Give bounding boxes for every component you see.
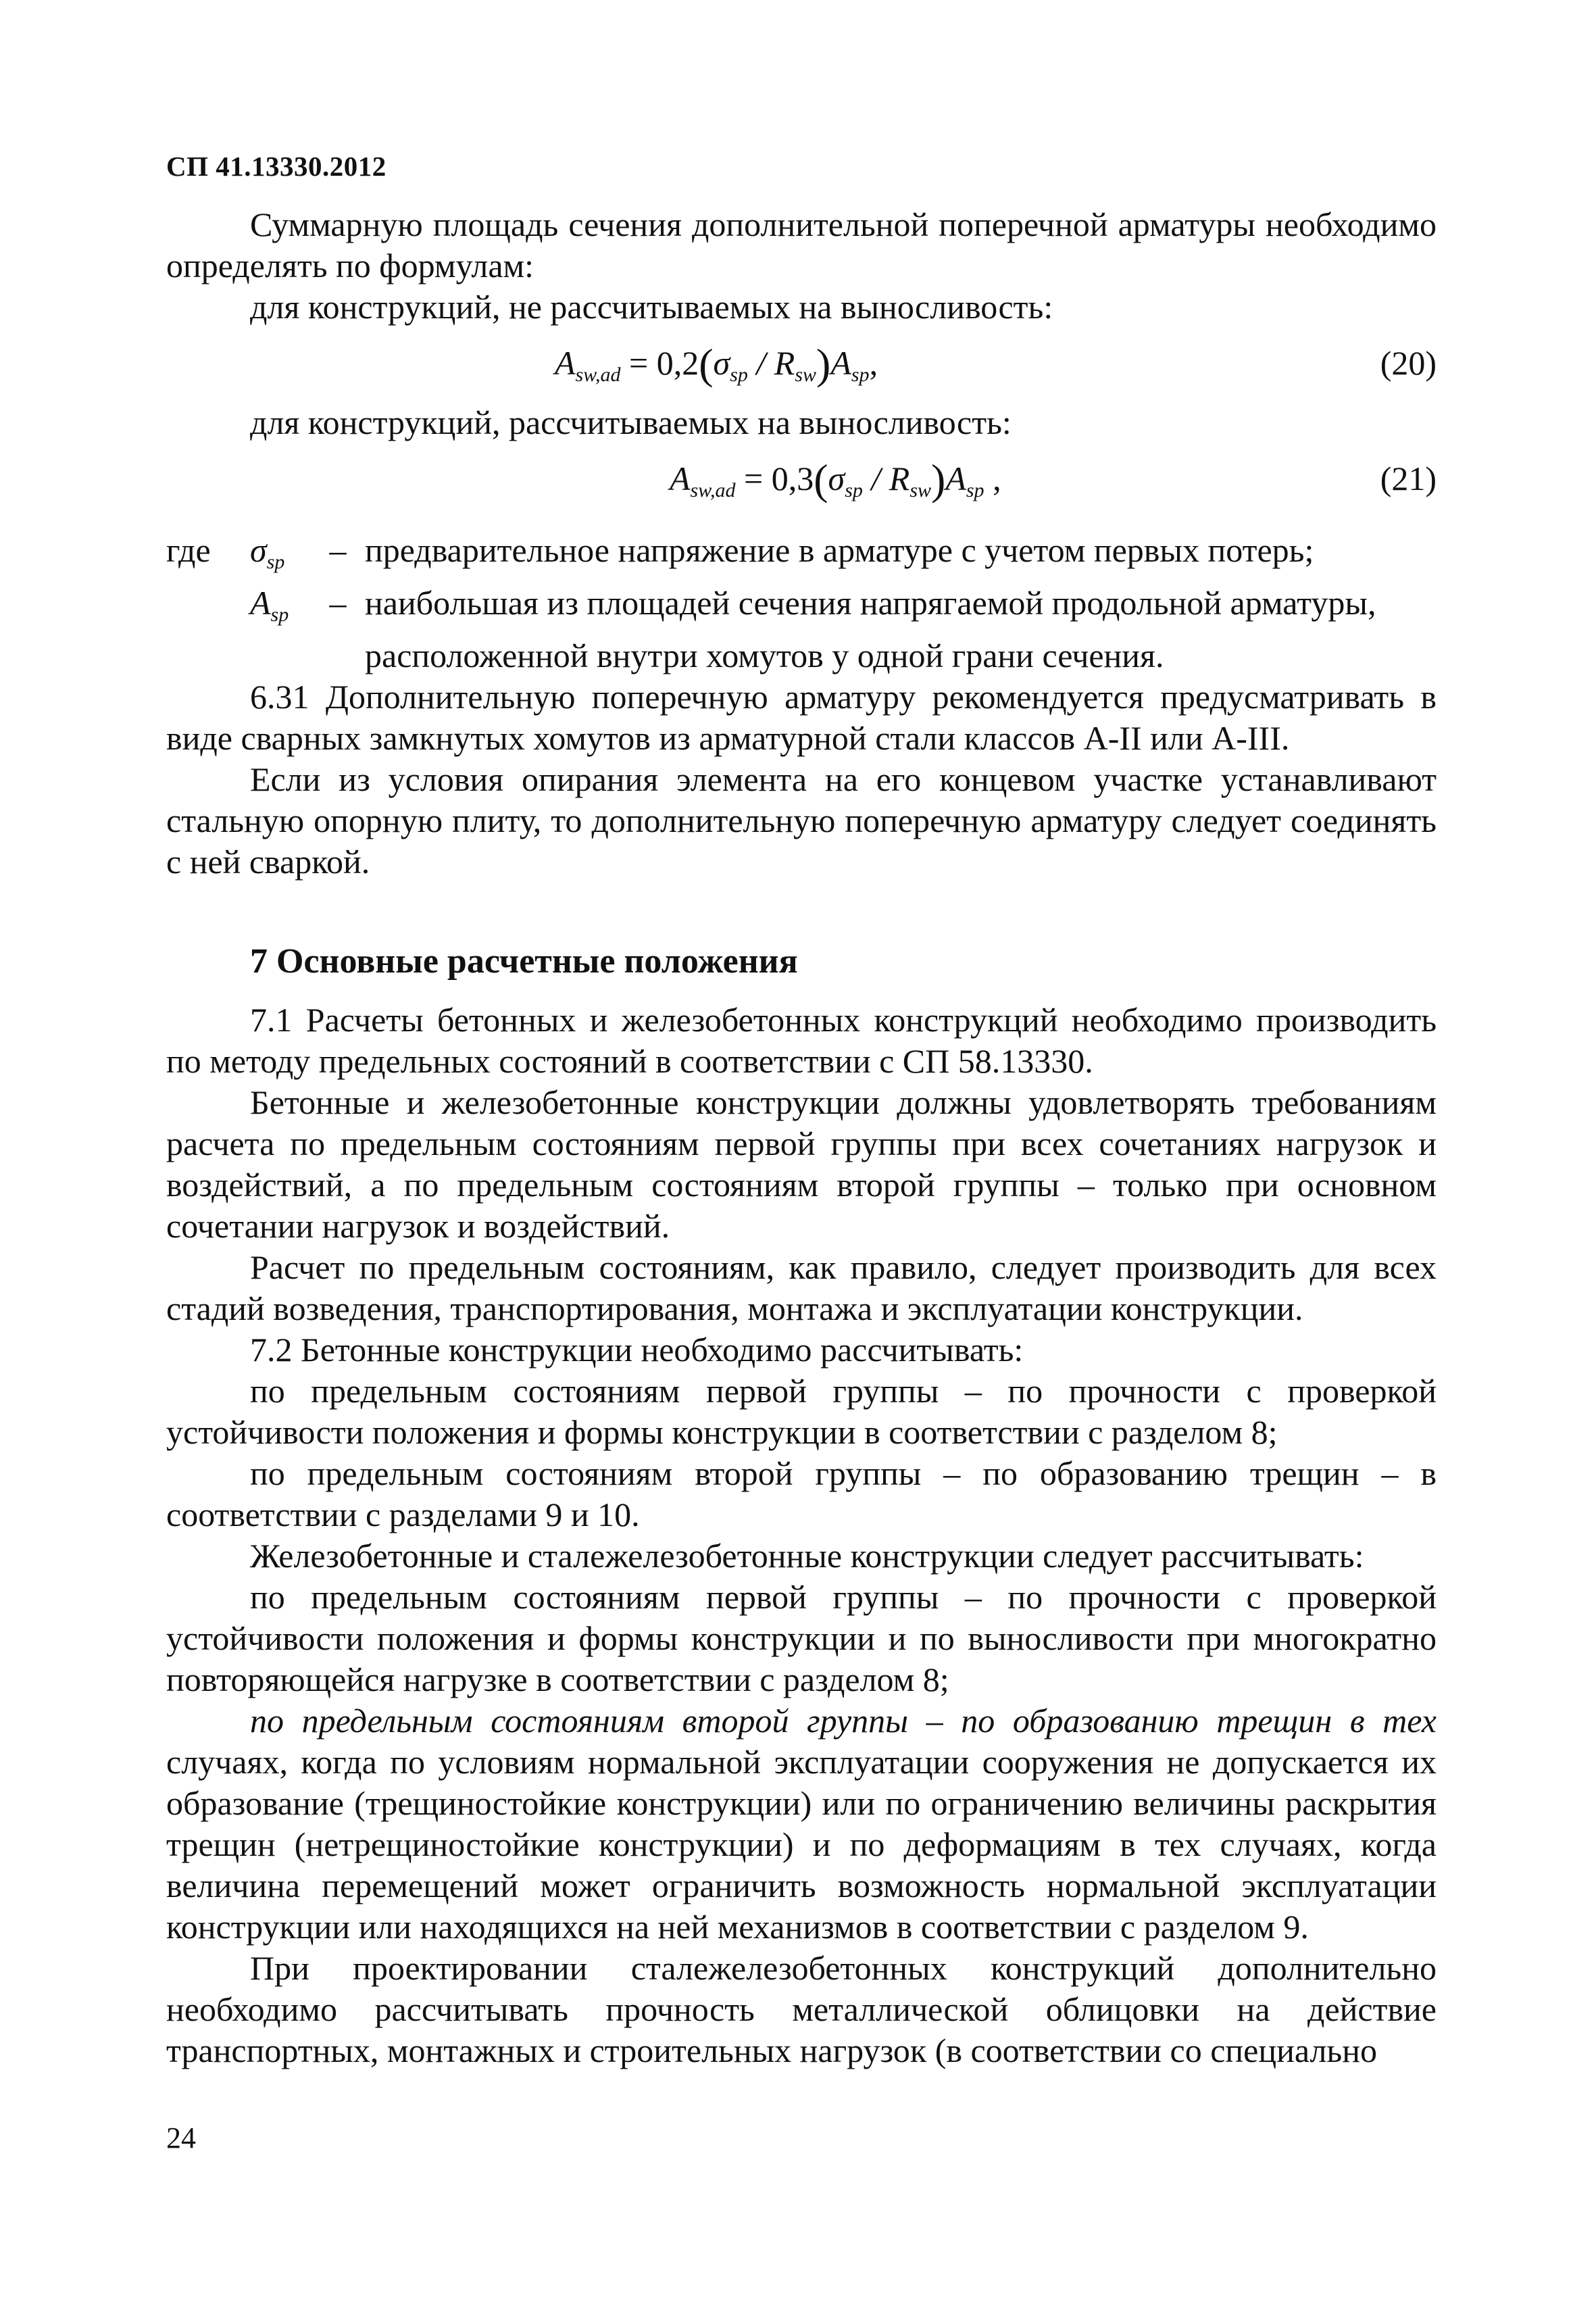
paragraph-6-31: 6.31 Дополнительную поперечную арматуру рекомендуется предусматривать в виде сварных замкнутых хомутов из арматурной стали классов А-II или А-III. — [166, 678, 1437, 757]
paragraph-7-2-e: по предельным состояниям второй группы – по образованию трещин в тех случаях, когда по условиям нормальной эксплуатации сооружения не допускается их образование (трещиностойкие конструкции) или по ограничению величины раскрытия трещин (нетрещиностойкие конструкции) и по деформациям в тех случаях, когда величина перемещений может ограничить возможность нормальной эксплуатации конструкции или находящихся на ней механизмов в соответствии с разделом 9. — [166, 1702, 1437, 1946]
definition-symbol: $A_{sp}$ — [250, 584, 289, 626]
definition-text: предварительное напряжение в арматуре с учетом первых потерь; — [365, 531, 1314, 569]
page-number: 24 — [166, 2121, 196, 2155]
definitions-list — [166, 530, 1437, 676]
definition-symbol: $\sigma_{sp}$ — [250, 531, 285, 573]
paragraph-7-2: 7.2 Бетонные конструкции необходимо рассчитывать: — [250, 1331, 1024, 1369]
formula-20-expression: $A_{sw,ad} = 0,2(\sigma_{sp} / R_{sw})A_{sp}$, — [555, 340, 878, 388]
paragraph-7-2-b: по предельным состояниям второй группы – по образованию трещин – в соответствии с разделами 9 и 10. — [166, 1454, 1437, 1533]
paragraph-fatigue: для конструкций, рассчитываемых на выносливость: — [250, 403, 1012, 441]
formula-20 — [166, 328, 1437, 402]
definition-a-sp: $A_{sp}$ – наибольшая из площадей сечения напрягаемой продольной арматуры, — [166, 583, 1437, 635]
section-title: 7 Основные расчетные положения — [250, 942, 798, 981]
equation-number-20: (20) — [1380, 344, 1437, 382]
definition-text-continuation: расположенной внутри хомутов у одной грани сечения. — [365, 637, 1164, 674]
paragraph-7-1-c: Расчет по предельным состояниям, как правило, следует производить для всех стадий возведения, транспортирования, монтажа и эксплуатации конструкции. — [166, 1248, 1437, 1327]
paragraph-7-2-c: Железобетонные и сталежелезобетонные конструкции следует рассчитывать: — [250, 1537, 1364, 1575]
definition-text: наибольшая из площадей сечения напрягаемой продольной арматуры, — [365, 584, 1376, 622]
paragraph-nonfatigue: для конструкций, не рассчитываемых на выносливость: — [250, 288, 1053, 326]
paragraph-7-2-f: При проектировании сталежелезобетонных конструкций дополнительно необходимо рассчитывать прочность металлической облицовки на действие транспортных, монтажных и строительных нагрузок (в соответствии со специально — [166, 1949, 1437, 2069]
italic-lead: по предельным состояниям второй группы – по образованию трещин в тех — [250, 1702, 1437, 1740]
formula-21-expression: $A_{sw,ad} = 0,3(\sigma_{sp} / R_{sw})A_{sp}$ , — [670, 456, 1001, 503]
document-body — [166, 204, 1437, 2071]
paragraph-7-1: 7.1 Расчеты бетонных и железобетонных конструкций необходимо производить по методу предельных состояний в соответствии с СП 58.13330. — [166, 1001, 1437, 1080]
where-label: где — [166, 531, 211, 569]
formula-21 — [166, 443, 1437, 518]
paragraph-7-2-d: по предельным состояниям первой группы – по прочности с проверкой устойчивости положения и формы конструкции и по выносливости при многократно повторяющейся нагрузке в соответствии с разделом 8; — [166, 1578, 1437, 1698]
paragraph-7-1-b: Бетонные и железобетонные конструкции должны удовлетворять требованиям расчета по предельным состояниям первой группы при всех сочетаниях нагрузок и воздействий, а по предельным состояниям второй группы – только при основном сочетании нагрузок и воздействий. — [166, 1083, 1437, 1245]
paragraph-7-2-a: по предельным состояниям первой группы – по прочности с проверкой устойчивости положения и формы конструкции в соответствии с разделом 8; — [166, 1372, 1437, 1451]
paragraph-support-plate: Если из условия опирания элемента на его концевом участке устанавливают стальную опорную плиту, то дополнительную поперечную арматуру следует соединять с ней сваркой. — [166, 760, 1437, 881]
definition-sigma-sp: где $\sigma_{sp}$ – предварительное напряжение в арматуре с учетом первых потерь; — [166, 530, 1437, 583]
paragraph-intro: Суммарную площадь сечения дополнительной поперечной арматуры необходимо определять по формулам: — [166, 205, 1437, 285]
equation-number-21: (21) — [1380, 460, 1437, 497]
document-header: СП 41.13330.2012 — [166, 151, 386, 182]
